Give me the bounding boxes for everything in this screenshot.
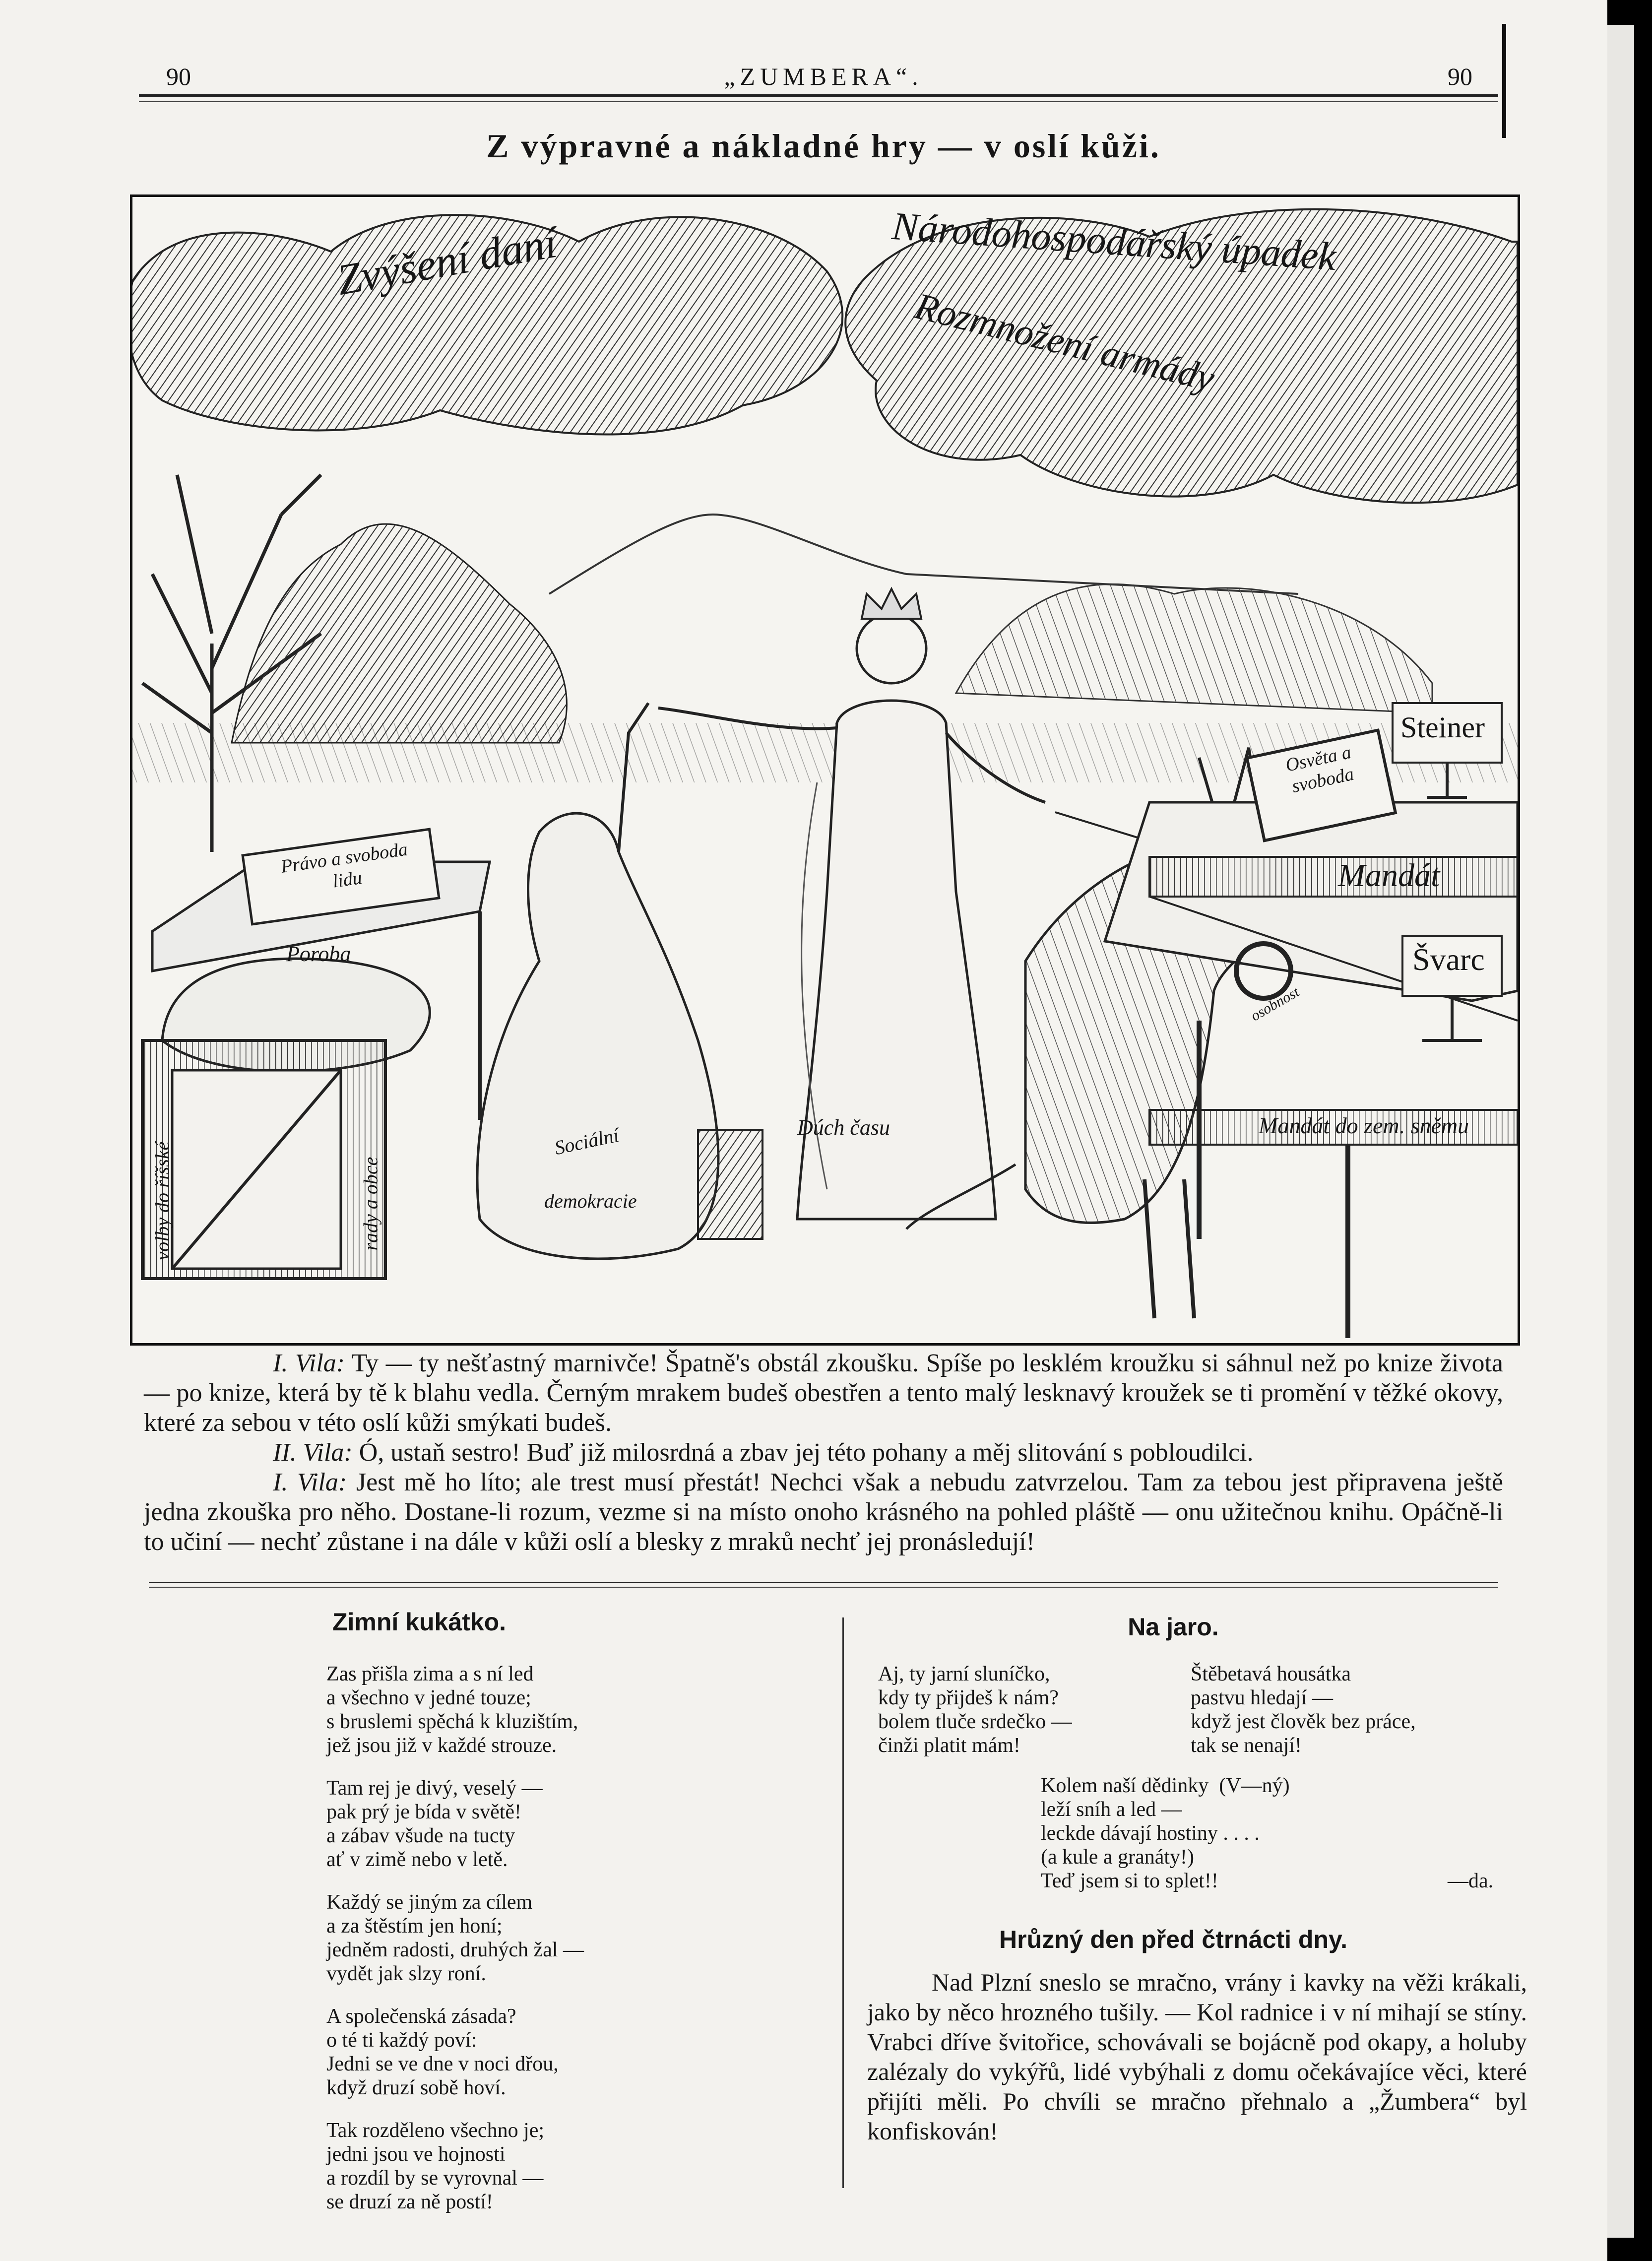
stanza: Zas přišla zima a s ní led a všechno v jedné touze; s bruslemi spěchá k kluzištím, jež jsou již v každé strouze.	[326, 1663, 578, 1757]
article-title: Hrůzný den před čtrnácti dny.	[999, 1926, 1347, 1953]
forest-left	[232, 524, 567, 743]
label-mandate: Mandát	[1338, 857, 1440, 894]
mountain	[549, 515, 1298, 594]
poem-left	[326, 1662, 584, 2233]
label-spirit: Dúch času	[797, 1115, 890, 1140]
caption-para-3	[144, 1468, 1503, 1557]
forest-right	[956, 584, 1432, 713]
kneeling-woman-figure	[477, 703, 762, 1259]
label-book-enlightenment: Osvěta a svoboda	[1283, 742, 1356, 797]
stanza: A společenská zásada? o té ti každý poví: Jedni se ve dne v noci dřou, když druzí sobě hoví.	[326, 2005, 559, 2099]
crate	[142, 1040, 385, 1279]
article-text: Nad Plzní sneslo se mračno, vrány i kavky na věži krákali, jako by něco hrozného tušily. — Kol radnice i v ní mihají se stíny. Vrabci dříve švitořice, schovávali se bojácně pod okapy, a holuby zalézaly do vykýřů, lidé vybýhali z domu očekávajíce věci, které přijíti měli. Po chvíli se mračno přehnalo a „Žumbera“ byl konfiskován!	[867, 1968, 1527, 2145]
poem-signature: —da.	[1448, 1870, 1494, 1892]
page-number-left: 90	[166, 63, 191, 90]
section-rule	[149, 1582, 1498, 1583]
caption-para-2	[144, 1438, 1503, 1468]
poem-right-stanza-3	[1041, 1774, 1290, 1893]
sign-steiner: Steiner	[1400, 711, 1485, 744]
label-table-edge: Mandát do zem. sněmu	[1259, 1113, 1469, 1138]
label-ring: osobnost	[1248, 983, 1302, 1025]
column-divider	[842, 1617, 844, 2188]
article-body	[867, 1967, 1527, 2146]
caption-text: Jest mě ho líto; ale trest musí přestát! Nechci však a nebudu zatvrzelou. Tam za tebou jest připravena ještě jedna zkouška pro něho. Dostane-li rozum, vezme si na místo onoho krásného na pohled pláště — onu užitečnou knihu. Opáčně-li to učiní — nechť zůstane i na dále v kůži oslí a blesky z mraků nechť jej pronásledují!	[144, 1468, 1504, 1556]
label-kneeling-1: Sociální	[552, 1123, 621, 1160]
label-kneeling-2: demokracie	[544, 1190, 637, 1212]
sign-svarc: Švarc	[1412, 942, 1485, 977]
cartoon-illustration	[130, 194, 1520, 1346]
stanza: Aj, ty jarní sluníčko, kdy ty přijdeš k nám? bolem tluče srdečko — činži platit mám!	[878, 1663, 1072, 1757]
poem-right-title: Na jaro.	[1128, 1613, 1219, 1641]
cartoon-caption	[144, 1349, 1503, 1557]
caption-text: Ty — ty nešťastný marnivče! Špatně's obstál zkoušku. Spíše po lesklém kroužku si sáhnul než po knize života — po knize, která by tě k blahu vedla. Černým mrakem budeš obestřen a tento malý lesknavý kroužek se ti promění v těžké okovy, které za sebou v této oslí kůži smýkati budeš.	[144, 1349, 1503, 1437]
poem-right-stanza-2	[1191, 1662, 1416, 1776]
label-book-rights: Právo a svoboda lidu	[279, 839, 409, 892]
journal-title: „ZUMBERA“.	[724, 63, 923, 90]
label-cloud-decline: Národohospodářský úpadek	[890, 204, 1337, 279]
poem-right-stanza-1	[878, 1662, 1072, 1776]
label-sack: Poroba	[286, 942, 351, 966]
header-rule-thin	[139, 101, 1498, 102]
section-rule-thin	[149, 1587, 1498, 1588]
caption-text: Ó, ustaň sestro! Buď již milosrdná a zbav jej této pohany a měj slitování s pobloudilci.	[359, 1438, 1254, 1467]
label-crate-right: rady a obce	[359, 1157, 382, 1251]
stanza: Každý se jiným za cílem a za štěstím jen honí; jedněm radosti, druhých žal — vydět jak slzy roní.	[326, 1891, 584, 1985]
label-crate-left: volby do říšské	[151, 1141, 174, 1261]
cartoon-headline: Z výpravné a nákladné hry — v oslí kůži.	[486, 127, 1161, 165]
page-number-right: 90	[1448, 63, 1472, 90]
label-cloud-taxes: Zvýšení daní	[333, 218, 561, 305]
stanza: Tak rozděleno všechno je; jedni jsou ve hojnosti a rozdíl by se vyrovnal — se druzí za ně postí!	[326, 2119, 545, 2213]
speaker: II. Vila:	[273, 1438, 353, 1467]
stanza: Tam rej je divý, veselý — pak prý je bída v světě! a zábav všude na tucty ať v zimě nebo v letě.	[326, 1777, 543, 1871]
poem-left-title: Zimní kukátko.	[332, 1608, 507, 1636]
speaker: I. Vila:	[273, 1468, 347, 1496]
adjacent-page-edge	[1607, 25, 1634, 2238]
stanza: Štěbetavá housátka pastvu hledají — když jest člověk bez práce, tak se nenají!	[1191, 1663, 1416, 1757]
header-rule	[139, 94, 1498, 97]
stanza: Kolem naší dědinky (V—ný) leží sníh a led — leckde dávají hostiny . . . . (a kule a granáty!) Teď jsem si to splet!!	[1041, 1774, 1290, 1892]
caption-para-1	[144, 1349, 1503, 1438]
label-cloud-army: Rozmnožení armády	[911, 285, 1219, 400]
speaker: I. Vila:	[273, 1349, 345, 1377]
